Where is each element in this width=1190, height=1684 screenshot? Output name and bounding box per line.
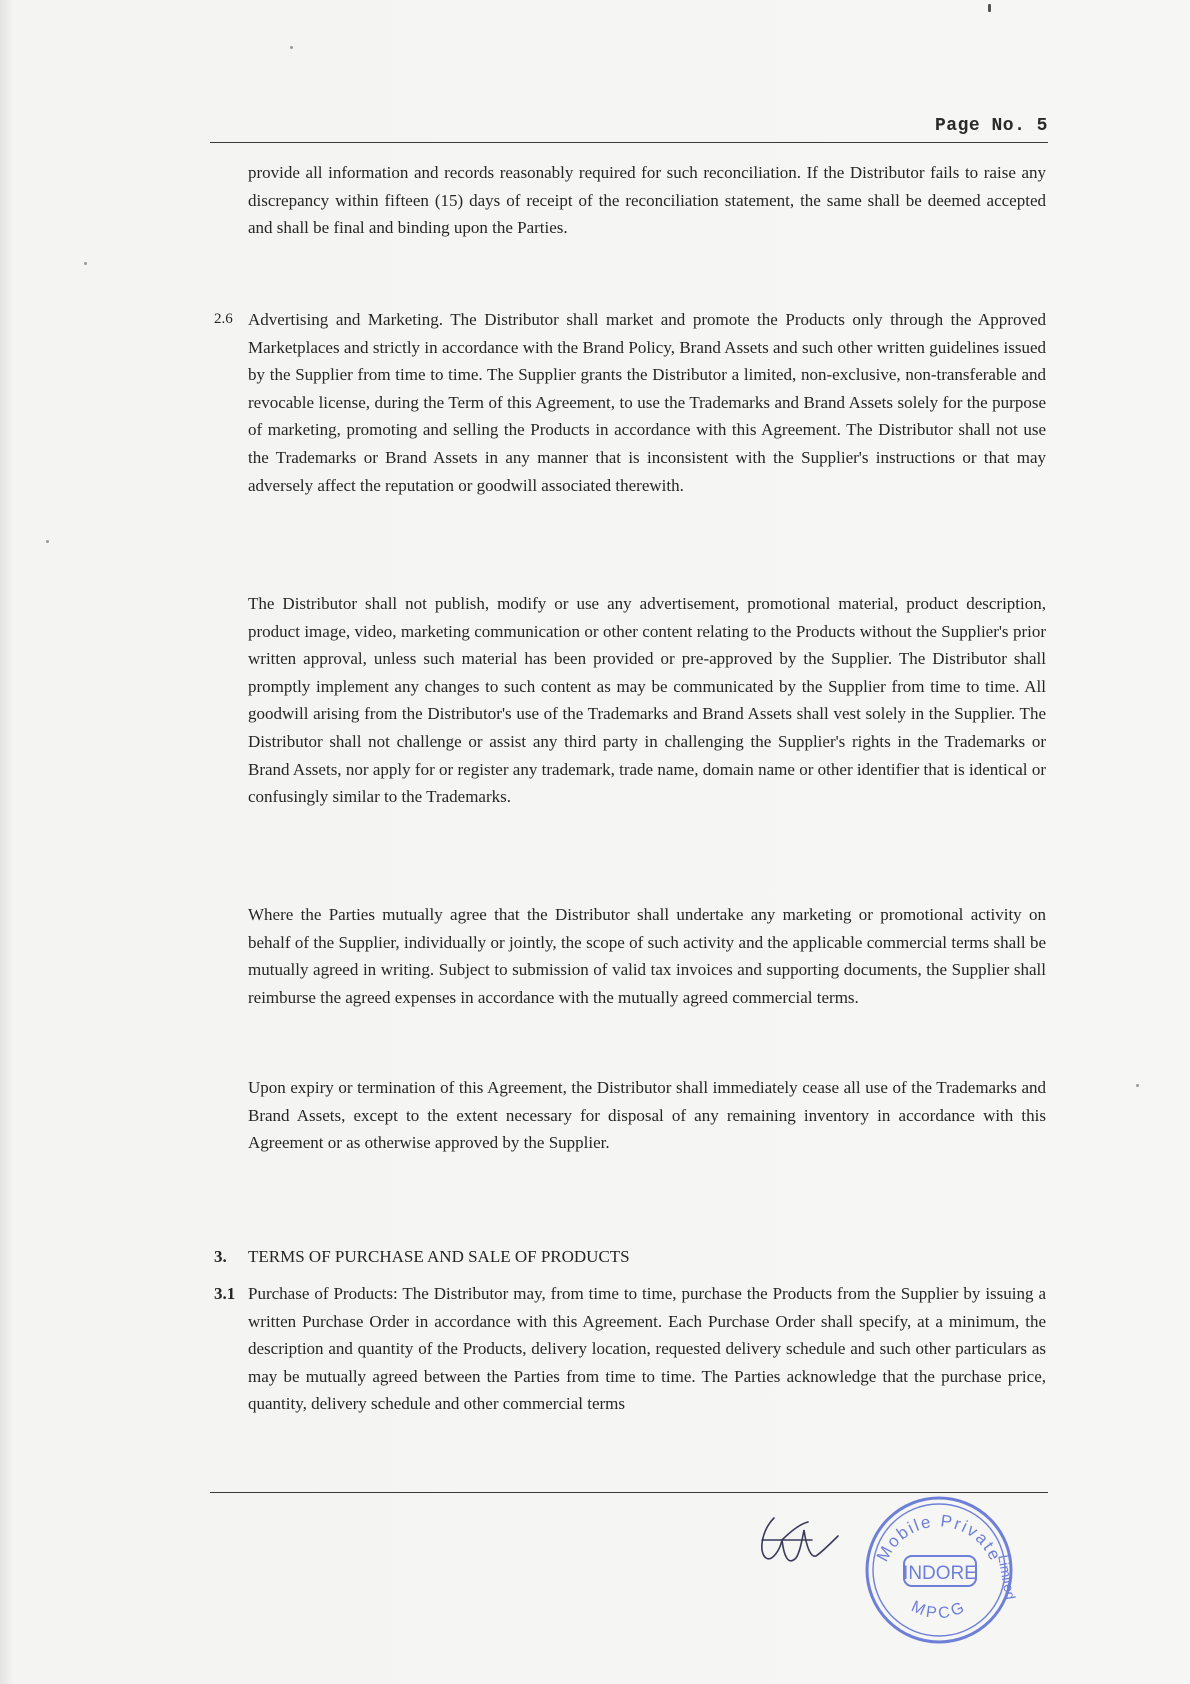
- seal-side-text: Limited: [995, 1553, 1019, 1601]
- clause-3-1: [214, 1280, 1046, 1418]
- paragraph-expiry: Upon expiry or termination of this Agreement, the Distributor shall immediately cease all use of the Trademarks and Brand Assets, except to the extent necessary for disposal of any remaining inventory in accordance with this Agreement or as otherwise approved by the Supplier.: [248, 1078, 1046, 1153]
- section-title: TERMS OF PURCHASE AND SALE OF PRODUCTS: [248, 1247, 630, 1266]
- seal-bottom-text: MPCG: [908, 1598, 970, 1623]
- scan-speck: [46, 540, 49, 543]
- page-number: Page No. 5: [934, 116, 1048, 136]
- clause-text: Advertising and Marketing. The Distributor shall market and promote the Products only through the Approved Marketplaces and strictly in accordance with the Brand Policy, Brand Assets and such other written guidelines issued by the Supplier from time to time. The Supplier grants the Distributor a limited, non-exclusive, non-transferable and revocable license, during the Term of this Agreement, to use the Trademarks and Brand Assets solely for the purpose of marketing, promoting and selling the Products in accordance with this Agreement. The Distributor shall not use the Trademarks or Brand Assets in any manner that is inconsistent with the Supplier's instructions or that may adversely affect the reputation or goodwill associated therewith.: [248, 310, 1046, 495]
- page-header: [210, 112, 1048, 143]
- scan-mark: [988, 4, 991, 12]
- scan-speck: [84, 262, 87, 265]
- scan-speck: [290, 46, 293, 49]
- seal-center-text: INDORE: [903, 1563, 977, 1584]
- company-seal: [854, 1482, 1024, 1652]
- seal-top-text: Mobile Private: [872, 1511, 1006, 1565]
- clause-number: 2.6: [214, 311, 233, 327]
- scan-speck: [1136, 1084, 1139, 1087]
- paragraph-reconciliation: provide all information and records reasonably required for such reconciliation. If the Distributor fails to raise any discrepancy within fifteen (15) days of receipt of the reconciliation statement, the same shall be deemed accepted and shall be final and binding upon the Parties.: [248, 163, 1046, 238]
- clause-text: Purchase of Products: The Distributor may, from time to time, purchase the Products from the Supplier by issuing a written Purchase Order in accordance with this Agreement. Each Purchase Order shall specify, at a minimum, the description and quantity of the Products, delivery location, requested delivery schedule and such other particulars as may be mutually agreed between the Parties from time to time. The Parties acknowledge that the purchase price, quantity, delivery schedule and other commercial terms: [248, 1284, 1046, 1414]
- signature: [752, 1500, 862, 1580]
- paragraph-content-approval: The Distributor shall not publish, modify or use any advertisement, promotional material, product description, product image, video, marketing communication or other content relating to the Products without the Supplier's prior written approval, unless such material has been provided or pre-approved by the Supplier. The Distributor shall promptly implement any changes to such content as may be communicated by the Supplier from time to time. All goodwill arising from the Distributor's use of the Trademarks and Brand Assets shall vest solely in the Supplier. The Distributor shall not challenge or assist any third party in challenging the Supplier's rights in the Trademarks or Brand Assets, nor apply for or register any trademark, trade name, domain name or other identifier that is identical or confusingly similar to the Trademarks.: [248, 594, 1046, 807]
- clause-2-6: [214, 306, 1046, 499]
- clause-number: 3.1: [214, 1284, 236, 1303]
- section-number: 3.: [214, 1247, 227, 1266]
- paragraph-marketing-activity: Where the Parties mutually agree that the Distributor shall undertake any marketing or promotional activity on behalf of the Supplier, individually or jointly, the scope of such activity and the applicable commercial terms shall be mutually agreed in writing. Subject to submission of valid tax invoices and supporting documents, the Supplier shall reimburse the agreed expenses in accordance with the mutually agreed commercial terms.: [248, 905, 1046, 1007]
- section-3-heading: [214, 1243, 630, 1270]
